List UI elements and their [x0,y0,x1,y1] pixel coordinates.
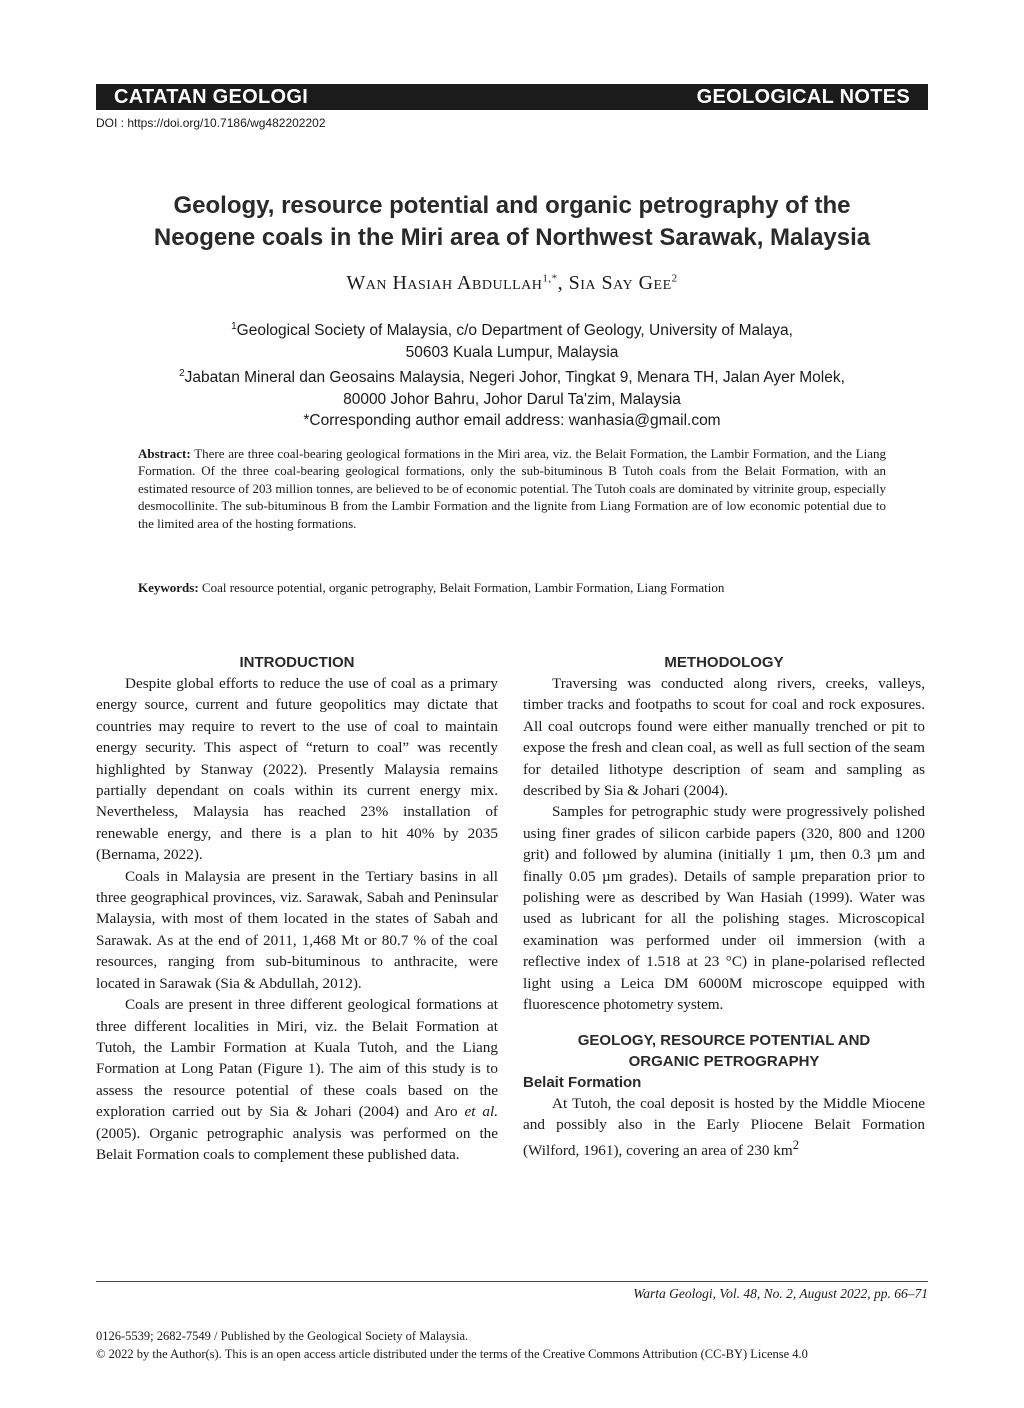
corresponding-author: *Corresponding author email address: wanhasia@gmail.com [303,412,721,430]
intro-p3-text-b: (2005). Organic petrographic analysis was performed on the Belait Formation coals to complement these published data. [96,1124,498,1163]
geology-p1-text: At Tutoh, the coal deposit is hosted by the Middle Miocene and possibly also in the Early Pliocene Belait Formation (Wilford, 1961), covering an area of 230 km [523,1094,925,1160]
section-header-bar [96,84,928,110]
title-line-1: Geology, resource potential and organic petrography of the [173,192,851,219]
page-title [96,190,928,254]
author-1-affiliation-mark: 1,* [542,272,558,285]
affiliation-2-line-1 [96,363,928,389]
methodology-paragraph-1: Traversing was conducted along rivers, creeks, valleys, timber tracks and footpaths to scout for coal and rock exposures. All coal outcrops found were either manually trenched or pit to expose the fresh and clean coal, as well as full section of the seam for detailed lithotype description of seam and sampling as described by Sia & Johari (2004). [523,675,925,800]
publisher-notice [96,1327,808,1363]
introduction-paragraph-2: Coals in Malaysia are present in the Tertiary basins in all three geographical provinces, viz. Sarawak, Sabah and Peninsular Malaysia, with most of them located in the states of Sabah and Sarawak. As at the end of 2011, 1,468 Mt or 80.7 % of the coal resources, ranging from sub-bituminous to anthracite, were located in Sarawak (Sia & Abdullah, 2012). [96,867,498,992]
affiliation-1-text: Geological Society of Malaysia, c/o Department of Geology, University of Malaya, [236,322,793,340]
affiliation-2-line-2: 80000 Johor Bahru, Johor Darul Ta'zim, Malaysia [343,390,681,408]
author-2-name: Sia Say Gee [568,272,672,294]
abstract-text: There are three coal-bearing geological formations in the Miri area, viz. the Belait Formation, the Lambir Formation, and the Liang Formation. Of the three coal-bearing geological formations, only the sub-bituminous B Tutoh coals from the Belait Formation, with an estimated resource of 203 million tonnes, are believed to be of economic potential. The Tutoh coals are dominated by vitrinite group, especially desmocollinite. The sub-bituminous B from the Lambir Formation and the lignite from Liang Formation are of low economic potential due to the limited area of the hosting formations. [138,446,886,531]
intro-p3-text-a: Coals are present in three different geological formations at three different localities in Miri, viz. the Belait Formation at Tutoh, the Lambir Formation at Kuala Tutoh, and the Liang Formation at Long Patan (Figure 1). The aim of this study is to assess the resource potential of these coals based on the exploration carried out by Sia & Johari (2004) and Aro [96,996,498,1121]
header-right-label: GEOLOGICAL NOTES [696,85,910,108]
affiliation-2-mark: 2 [179,368,185,380]
introduction-paragraph-3 [96,994,498,1165]
keywords-label: Keywords: [138,580,199,595]
section-gap [523,1016,925,1030]
geology-heading-line-1: GEOLOGY, RESOURCE POTENTIAL AND [577,1031,871,1049]
geology-heading-line-2: ORGANIC PETROGRAPHY [628,1052,820,1070]
introduction-heading: INTRODUCTION [239,654,355,671]
abstract [138,445,886,532]
left-column [96,652,498,1165]
methodology-heading: METHODOLOGY [664,654,784,671]
header-left-label: CATATAN GEOLOGI [114,85,309,108]
author-list [96,272,928,295]
keywords-text: Coal resource potential, organic petrography, Belait Formation, Lambir Formation, Liang Formation [201,580,725,595]
affiliations [96,316,928,432]
affiliation-2-text: Jabatan Mineral dan Geosains Malaysia, Negeri Johor, Tingkat 9, Menara TH, Jalan Ayer Molek, [184,369,845,387]
doi-link[interactable]: DOI : https://doi.org/10.7186/wg482202202 [96,116,326,130]
geology-paragraph-1 [523,1093,925,1162]
journal-reference: Warta Geologi, Vol. 48, No. 2, August 2022, pp. 66–71 [633,1286,928,1301]
title-line-2: Neogene coals in the Miri area of Northwest Sarawak, Malaysia [153,224,871,251]
author-1-name: Wan Hasiah Abdullah [346,272,543,294]
abstract-label: Abstract: [138,446,191,461]
affiliation-1-line-2: 50603 Kuala Lumpur, Malaysia [405,343,619,361]
publisher-line-2: © 2022 by the Author(s). This is an open access article distributed under the terms of the Creative Commons Attribution (CC-BY) License 4.0 [96,1347,808,1361]
keywords [138,579,886,596]
affiliation-1-line-1 [96,316,928,342]
geology-p1-sup: 2 [792,1138,800,1153]
publisher-line-1: 0126-5539; 2682-7549 / Published by the Geological Society of Malaysia. [96,1329,469,1343]
intro-p3-italic: et al. [464,1103,498,1121]
author-separator: , [557,272,569,294]
methodology-paragraph-2: Samples for petrographic study were progressively polished using finer grades of silicon carbide papers (320, 800 and 1200 grit) and followed by alumina (initially 1 µm, then 0.3 µm and finally 0.05 µm grades). Details of sample preparation prior to polishing were as described by Wan Hasiah (1999). Water was used as lubricant for all the polishing stages. Microscopical examination was performed under oil immersion (with a reflective index of 1.518 at 23 °C) in plane-polarised reflected light using a Leica DM 6000M microscope equipped with fluorescence photometry system. [523,803,925,1014]
belait-formation-subheading: Belait Formation [523,1073,642,1091]
geology-heading [523,1030,925,1072]
affiliation-1-mark: 1 [231,321,237,332]
author-2-affiliation-mark: 2 [671,272,678,285]
introduction-paragraph-1: Despite global efforts to reduce the use of coal as a primary energy source, current and future geopolitics may dictate that countries may require to revert to the use of coal to maintain energy security. This aspect of “return to coal” was recently highlighted by Stanway (2022). Presently Malaysia remains partially dependant on coals within its current energy mix. Nevertheless, Malaysia has reached 23% installation of renewable energy, and there is a plan to hit 40% by 2035 (Bernama, 2022). [96,675,498,864]
right-column [523,652,925,1162]
footer-divider [96,1281,928,1282]
